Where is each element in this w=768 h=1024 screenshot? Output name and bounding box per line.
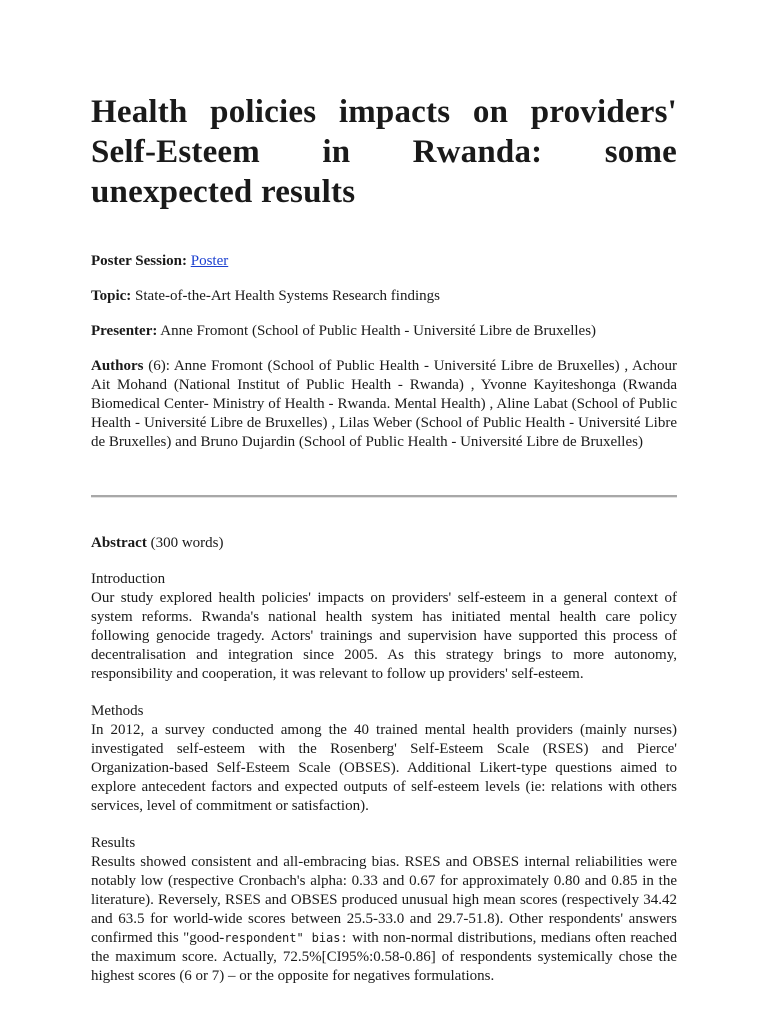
topic-line: [91, 287, 677, 306]
results-heading: Results: [91, 835, 136, 851]
results-text-mono: respondent" bias:: [224, 931, 348, 945]
section-divider: [91, 495, 677, 498]
topic-label: Topic:: [91, 288, 132, 304]
results-text-part1: Results showed consistent and all-embracing bias. RSES and OBSES internal reliabilities were notably low (respective Cronbach's alpha: 0.33 and 0.67 for approximately 0.80 and 0.85 in the literature). Reversely, RSES and OBSES produced unusual high mean scores (respectively 34.42 and 63.5 for world-wide scores between 25.5-33.0 and 29.7-51.8). Other respondents' answers confirmed this "good-: [91, 854, 677, 946]
poster-session-label: Poster Session:: [91, 253, 187, 269]
introduction-text: Our study explored health policies' impacts on providers' self-esteem in a general context of system reforms. Rwanda's national health system has initiated mental health care policy following genocide tragedy. Actors' trainings and supervision have supported this process of decentralisation and integration since 2005. As this strategy brings to more autonomy, responsibility and cooperation, it was relevant to follow up providers' self-esteem.: [91, 590, 677, 682]
poster-link[interactable]: Poster: [190, 253, 229, 269]
presenter-value: Anne Fromont (School of Public Health - Université Libre de Bruxelles): [160, 323, 597, 339]
methods-text: In 2012, a survey conducted among the 40 trained mental health providers (mainly nurses) investigated self-esteem with the Rosenberg' Self-Esteem Scale (RSES) and Pierce' Organization-based Self-Esteem Scale (OBSES). Additional Likert-type questions aimed to explore antecedent factors and expected outputs of self-esteem levels (ie: relations with others services, level of commitment or satisfaction).: [91, 722, 677, 814]
results-text: [91, 853, 677, 986]
authors-label: Authors: [91, 358, 144, 374]
authors-line: [91, 357, 677, 452]
introduction-heading: Introduction: [91, 571, 166, 587]
presenter-label: Presenter:: [91, 323, 158, 339]
metadata-section: [91, 252, 677, 452]
authors-value: (6): Anne Fromont (School of Public Health - Université Libre de Bruxelles) , Achour Ait Mohand (National Institut of Public Health - Rwanda) , Yvonne Kayiteshonga (Rwanda Biomedical Center- Ministry of Health - Rwanda. Mental Health) , Aline Labat (School of Public Health - Université Libre de Bruxelles) , Lilas Weber (School of Public Health - Université Libre de Bruxelles) and Bruno Dujardin (School of Public Health - Université Libre de Bruxelles): [91, 358, 677, 450]
document-title: Health policies impacts on providers' Self-Esteem in Rwanda: some unexpected results: [91, 94, 677, 210]
abstract-section: [91, 534, 677, 986]
abstract-line: [91, 534, 677, 553]
methods-heading: Methods: [91, 703, 144, 719]
results-text-part2: with non-normal distributions, medians often reached the maximum score. Actually, 72.5%[CI95%:0.58-0.86] of respondents systemically chose the highest scores (6 or 7) – or the opposite for negatives formulations.: [91, 930, 678, 984]
abstract-word-count: (300 words): [150, 535, 224, 551]
presenter-line: [91, 322, 677, 341]
topic-value: State-of-the-Art Health Systems Research findings: [135, 288, 440, 304]
abstract-label: Abstract: [91, 535, 147, 551]
poster-session-line: [91, 252, 677, 271]
